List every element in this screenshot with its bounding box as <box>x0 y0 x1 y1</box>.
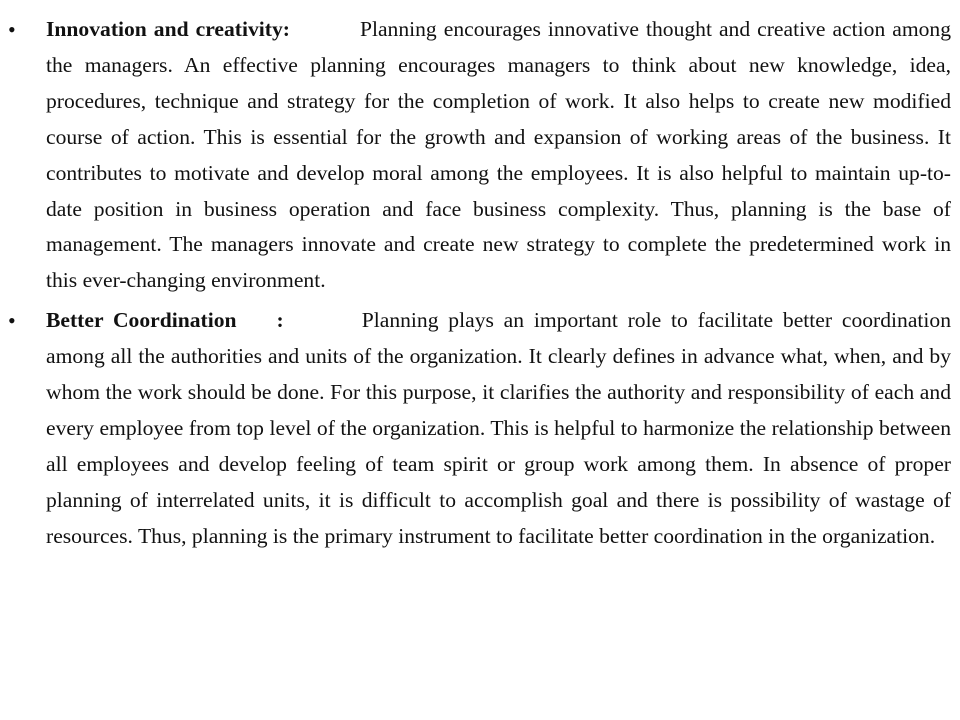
bullet-symbol: • <box>8 308 16 334</box>
bullet-innovation-creativity <box>0 12 960 299</box>
bullet-body: Planning encourages innovative thought and creative action among the managers. An effective planning encourages managers to think about new knowledge, idea, procedures, technique and strategy for the completion of work. It also helps to create new modified course of action. This is essential for the growth and expansion of working areas of the business. It contributes to motivate and develop moral among the employees. It is also helpful to maintain up-to-date position in business operation and face business complexity. Thus, planning is the base of management. The managers innovate and create new strategy to complete the predetermined work in this ever-changing environment. <box>46 17 952 293</box>
bullet-paragraph <box>46 12 951 299</box>
bullet-heading-colon: : <box>276 308 284 333</box>
bullet-list <box>0 12 960 559</box>
bullet-better-coordination <box>0 303 960 554</box>
bullet-paragraph <box>46 303 951 554</box>
bullet-heading: Innovation and creativity: <box>46 17 290 41</box>
bullet-heading: Better Coordination <box>46 308 237 333</box>
bullet-symbol: • <box>8 17 16 42</box>
bullet-body: Planning plays an important role to facilitate better coordination among all the authorities and units of the organization. It clearly defines in advance what, when, and by whom the work should be done. For this purpose, it clarifies the authority and responsibility of each and every employee from top level of the organization. This is helpful to harmonize the relationship between all employees and develop feeling of team spirit or group work among them. In absence of proper planning of interrelated units, it is difficult to accomplish goal and there is possibility of wastage of resources. Thus, planning is the primary instrument to facilitate better coordination in the organization. <box>46 308 951 548</box>
